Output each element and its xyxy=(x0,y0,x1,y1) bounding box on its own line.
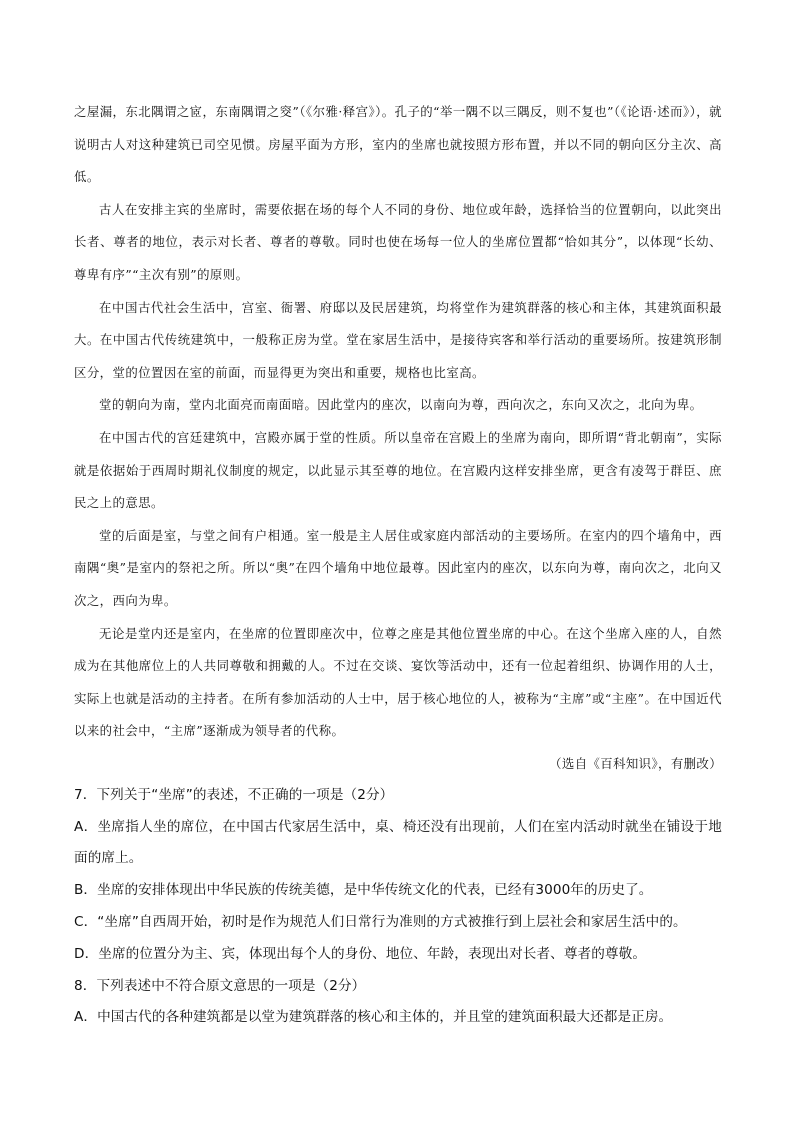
question-7-stem: 7．下列关于“坐席”的表述，不正确的一项是（2分） xyxy=(74,786,394,803)
question-8-option-a: A．中国古代的各种建筑都是以堂为建筑群落的核心和主体的，并且堂的建筑面积最大还都是正房。 xyxy=(74,1009,673,1026)
question-7-option-c: C．“坐席”自西周开始，初时是作为规范人们日常行为准则的方式被推行到上层社会和家居生活中的。 xyxy=(74,914,687,931)
document-page xyxy=(74,96,722,1034)
question-8-stem: 8．下列表述中不符合原文意思的一项是（2分） xyxy=(74,977,366,994)
passage-paragraph-4: 堂的朝向为南，堂内北面亮而南面暗。因此堂内的座次，以南向为尊，西向次之，东向又次之，北向为卑。 xyxy=(99,397,703,413)
passage-paragraph-7: 无论是堂内还是室内，在坐席的位置即座次中，位尊之座是其他位置坐席的中心。在这个坐席入座的人，自然成为在其他席位上的人共同尊敬和拥戴的人。不过在交谈、宴饮等活动中，还有一位起着组织、协调作用的人士，实际上也就是活动的主持者。在所有参加活动的人士中，居于核心地位的人，被称为“主席”或“主座”。在中国近代以来的社会中，“主席”逐渐成为领导者的代称。 xyxy=(74,625,722,739)
passage-source: （选自《百科知识》，有删改） xyxy=(549,755,722,771)
question-7-option-d: D．坐席的位置分为主、宾，体现出每个人的身份、地位、年龄，表现出对长者、尊者的尊敬。 xyxy=(74,945,647,962)
passage-paragraph-5: 在中国古代的宫廷建筑中，宫殿亦属于堂的性质。所以皇帝在宫殿上的坐席为南向，即所谓“背北朝南”，实际就是依据始于西周时期礼仪制度的规定，以此显示其至尊的地位。在宫殿内这样安排坐席，更含有凌驾于群臣、庶民之上的意思。 xyxy=(74,429,722,511)
question-7-option-a: A．坐席指人坐的席位，在中国古代家居生活中，桌、椅还没有出现前，人们在室内活动时就坐在铺设于地面的席上。 xyxy=(74,818,722,867)
question-7-option-b: B．坐席的安排体现出中华民族的传统美德，是中华传统文化的代表，已经有3000年的历史了。 xyxy=(74,882,653,899)
passage-paragraph-2: 古人在安排主宾的坐席时，需要依据在场的每个人不同的身份、地位或年龄，选择恰当的位置朝向，以此突出长者、尊者的地位，表示对长者、尊者的尊敬。同时也使在场每一位人的坐席位置都“恰如其分”，以体现“长幼、尊卑有序”“主次有别”的原则。 xyxy=(74,201,722,282)
passage-paragraph-3: 在中国古代社会生活中，宫室、衙署、府邸以及民居建筑，均将堂作为建筑群落的核心和主体，其建筑面积最大。在中国古代传统建筑中，一般称正房为堂。堂在家居生活中，是接待宾客和举行活动的重要场所。按建筑形制区分，堂的位置因在室的前面，而显得更为突出和重要，规格也比室高。 xyxy=(74,299,722,380)
passage-paragraph-6: 堂的后面是室，与堂之间有户相通。室一般是主人居住或家庭内部活动的主要场所。在室内的四个墙角中，西南隅“奥”是室内的祭祀之所。所以“奥”在四个墙角中地位最尊。因此室内的座次，以东向为尊，南向次之，北向又次之，西向为卑。 xyxy=(74,527,722,608)
passage-paragraph-1: 之屋漏，东北隅谓之宧，东南隅谓之窔”（《尔雅·释宫》）。孔子的“举一隅不以三隅反，则不复也”（《论语·述而》），就说明古人对这种建筑已司空见惯。房屋平面为方形，室内的坐席也就按照方形布置，并以不同的朝向区分主次、高低。 xyxy=(74,104,722,185)
